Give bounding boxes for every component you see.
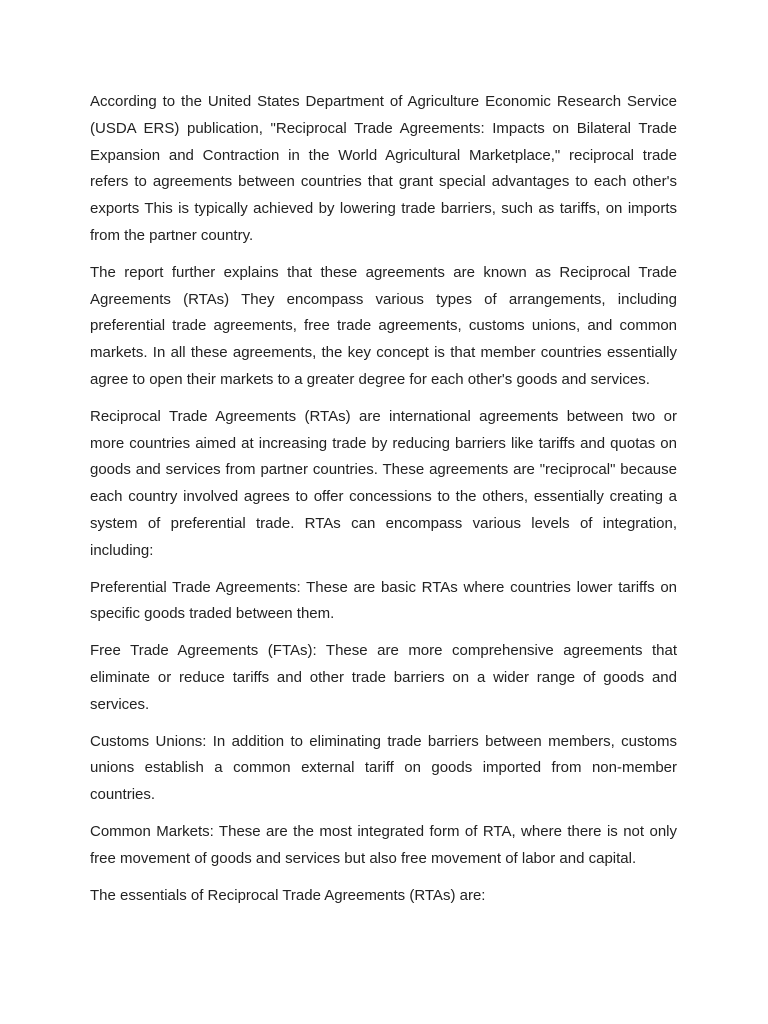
paragraph	[90, 575, 677, 629]
paragraph	[90, 638, 677, 718]
text-line: including:	[90, 541, 154, 559]
text-line: refers to agreements between countries that grant special advantages to each other's	[90, 173, 677, 191]
text-line: goods and services from partner countries. These agreements are "reciprocal" because	[90, 461, 677, 479]
text-line: unions establish a common external tariff on goods imported from non-member	[90, 759, 677, 777]
text-line: countries.	[90, 786, 156, 804]
text-line: Common Markets: These are the most integrated form of RTA, where there is not only	[90, 822, 677, 840]
text-line: free movement of goods and services but also free movement of labor and capital.	[90, 849, 637, 867]
text-line: specific goods traded between them.	[90, 605, 335, 623]
text-line: exports This is typically achieved by lowering trade barriers, such as tariffs, on imports	[90, 200, 677, 218]
text-line: system of preferential trade. RTAs can encompass various levels of integration,	[90, 514, 677, 532]
paragraph	[90, 729, 677, 809]
text-line: agree to open their markets to a greater degree for each other's goods and services.	[90, 370, 650, 388]
paragraph	[90, 819, 677, 873]
text-line: from the partner country.	[90, 226, 254, 244]
text-line: The report further explains that these agreements are known as Reciprocal Trade	[90, 263, 677, 281]
text-line: According to the United States Department of Agriculture Economic Research Service	[90, 93, 677, 110]
text-line: each country involved agrees to offer concessions to the others, essentially creating a	[90, 488, 677, 506]
text-line: eliminate or reduce tariffs and other trade barriers on a wider range of goods and	[90, 668, 677, 686]
text-line: The essentials of Reciprocal Trade Agreements (RTAs) are:	[90, 886, 486, 904]
text-line: more countries aimed at increasing trade by reducing barriers like tariffs and quotas on	[90, 434, 677, 452]
document-body	[90, 89, 677, 919]
text-line: services.	[90, 695, 150, 713]
paragraph	[90, 89, 677, 250]
text-line: Customs Unions: In addition to eliminating trade barriers between members, customs	[90, 732, 677, 750]
paragraph	[90, 883, 677, 910]
text-line: Free Trade Agreements (FTAs): These are more comprehensive agreements that	[90, 642, 677, 660]
text-line: Expansion and Contraction in the World Agricultural Marketplace," reciprocal trade	[90, 146, 677, 164]
text-line: Preferential Trade Agreements: These are basic RTAs where countries lower tariffs on	[90, 578, 677, 596]
paragraph	[90, 404, 677, 565]
paragraph	[90, 260, 677, 394]
text-line: preferential trade agreements, free trade agreements, customs unions, and common	[90, 317, 677, 335]
text-line: Reciprocal Trade Agreements (RTAs) are international agreements between two or	[90, 407, 677, 425]
text-line: markets. In all these agreements, the key concept is that member countries essentially	[90, 344, 677, 362]
text-line: Agreements (RTAs) They encompass various types of arrangements, including	[90, 290, 677, 308]
text-line: (USDA ERS) publication, "Reciprocal Trade Agreements: Impacts on Bilateral Trade	[90, 119, 677, 137]
